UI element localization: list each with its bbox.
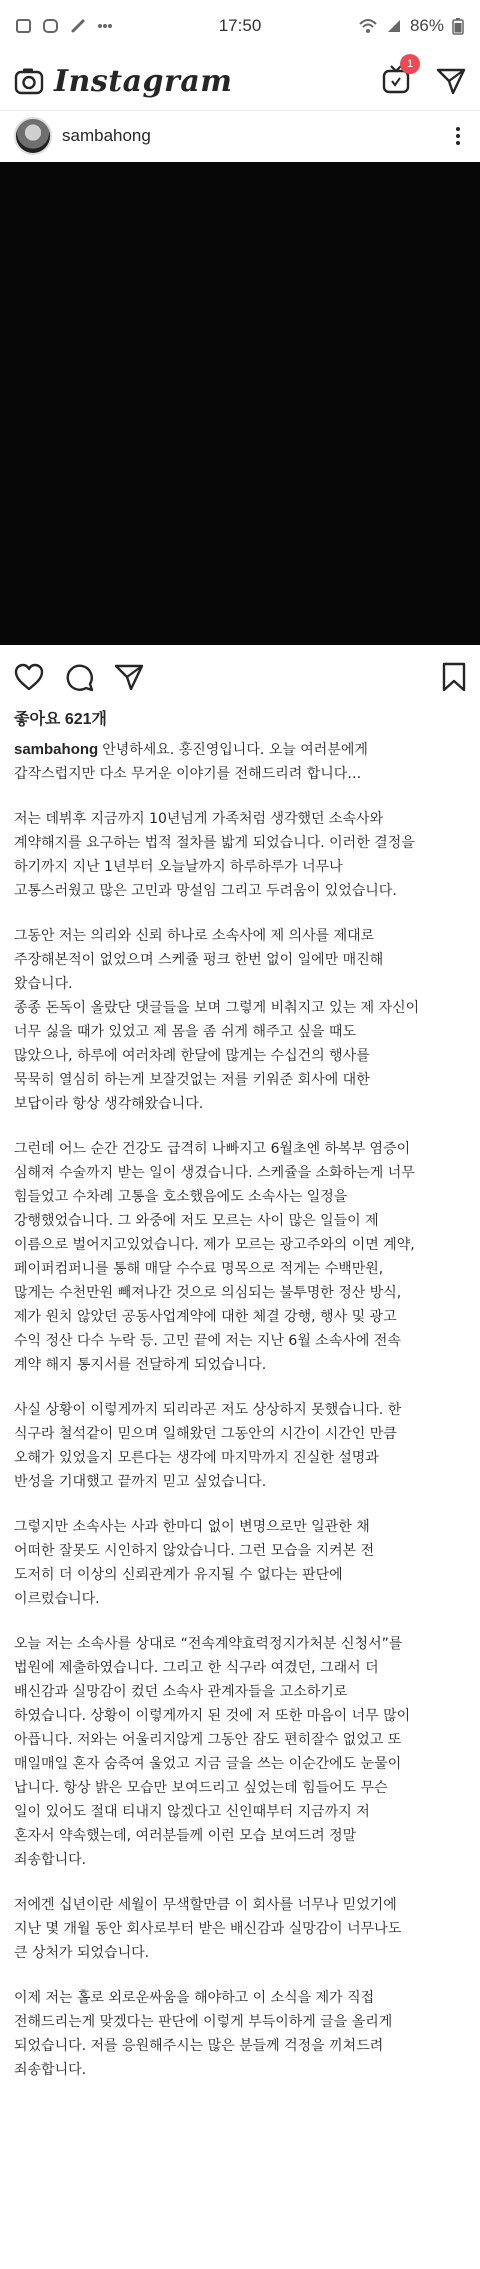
caption-line: 죄송합니다. — [14, 1852, 87, 1868]
more-options-icon[interactable] — [450, 121, 466, 151]
caption-paragraph — [14, 738, 470, 786]
caption-line: 심해져 수술까지 받는 일이 생겼습니다. 스케쥴을 소화하는게 너무 — [14, 1165, 415, 1181]
caption-line: 반성을 기대했고 끝까지 믿고 싶었습니다. — [14, 1474, 267, 1490]
caption-paragraph — [14, 1632, 470, 1872]
caption-line: 이제 저는 홀로 외로운싸움을 해야하고 이 소식을 제가 직접 — [14, 1990, 375, 2006]
caption-line: 매일매일 혼자 숨죽여 울었고 지금 글을 쓰는 이순간에도 눈물이 — [14, 1756, 402, 1772]
caption-line: 그렇지만 소속사는 사과 한마디 없이 변명으로만 일관한 채 — [14, 1519, 370, 1535]
post-header — [0, 110, 480, 160]
caption-line: 일이 있어도 절대 티내지 않겠다고 신인때부터 지금까지 저 — [14, 1804, 370, 1820]
app-title: Instagram — [54, 63, 233, 99]
caption-line: 보답이라 항상 생각해왔습니다. — [14, 1096, 204, 1112]
caption-line: 묵묵히 열심히 하는게 보잘것없는 저를 키워준 회사에 대한 — [14, 1072, 370, 1088]
battery-percent: 86% — [409, 16, 444, 35]
dots-icon — [98, 23, 112, 29]
caption-line: 법원에 제출하였습니다. 그리고 한 식구라 여겼던, 그래서 더 — [14, 1660, 379, 1676]
igtv-button[interactable] — [382, 58, 414, 98]
caption-line: 큰 상처가 되었습니다. — [14, 1945, 150, 1961]
caption-line: 고통스러웠고 많은 고민과 망설임 그리고 두려움이 있었습니다. — [14, 883, 397, 899]
caption-line: 너무 싫을 때가 있었고 제 몸을 좀 쉬게 해주고 싶을 때도 — [14, 1024, 357, 1040]
caption-line: 지난 몇 개월 동안 회사로부터 받은 배신감과 실망감이 너무나도 — [14, 1921, 402, 1937]
status-left-icons — [16, 18, 112, 34]
likes-count[interactable]: 좋아요 621개 — [14, 711, 107, 728]
camera-icon[interactable] — [14, 66, 44, 96]
post-image[interactable] — [0, 162, 480, 645]
caption-line: 어떠한 잘못도 시인하지 않았습니다. 그런 모습을 지켜본 전 — [14, 1543, 375, 1559]
caption-line: 식구라 철석같이 믿으며 일해왔던 그동안의 시간이 시간인 만큼 — [14, 1426, 397, 1442]
caption-text: 안녕하세요. 홍진영입니다. 오늘 여러분에게 — [102, 742, 368, 758]
caption-line: 그런데 어느 순간 건강도 급격히 나빠지고 6월초엔 하복부 염증이 — [14, 1141, 411, 1157]
caption-line: 많게는 수천만원 빼져나간 것으로 의심되는 불투명한 정산 방식, — [14, 1285, 402, 1301]
caption-line: 배신감과 실망감이 컸던 소속사 관계자들을 고소하기로 — [14, 1684, 348, 1700]
comment-icon[interactable] — [64, 662, 94, 692]
caption-line: 강행했었습니다. 그 와중에 저도 모르는 사이 많은 일들이 제 — [14, 1213, 379, 1229]
caption-line: 이르렀습니다. — [14, 1591, 100, 1607]
caption-line: 하기까지 지난 1년부터 오늘날까지 하루하루가 너무나 — [14, 859, 343, 875]
caption-paragraph — [14, 1398, 470, 1494]
caption-line: 이름으로 벌어지고있었습니다. 제가 모르는 광고주와의 이면 계약, — [14, 1237, 415, 1253]
caption-line: 계약 해지 통지서를 전달하게 되었습니다. — [14, 1357, 267, 1373]
caption-line: 저는 데뷔후 지금까지 10년넘게 가족처럼 생각했던 소속사와 — [14, 811, 384, 827]
post-action-bar — [0, 655, 480, 699]
caption-line: 오해가 있었을지 모른다는 생각에 마지막까지 진실한 설명과 — [14, 1450, 379, 1466]
caption-paragraph — [14, 807, 470, 903]
caption-line: 수익 정산 다수 누락 등. 고민 끝에 저는 지난 6월 소속사에 전속 — [14, 1333, 401, 1349]
caption-line: 오늘 저는 소속사를 상대로 “전속계약효력정지가처분 신청서”를 — [14, 1636, 403, 1652]
caption-line — [14, 738, 470, 762]
direct-message-icon[interactable] — [436, 67, 466, 95]
heart-icon[interactable] — [14, 663, 44, 691]
header-actions — [382, 58, 466, 98]
signal-icon — [386, 18, 402, 34]
caption-line: 아픕니다. 저와는 어울리지않게 그동안 잠도 편히잘수 없었고 또 — [14, 1732, 402, 1748]
caption-line: 주장해본적이 없었으며 스케쥴 펑크 한번 없이 일에만 매진해 — [14, 952, 384, 968]
app-header — [0, 52, 480, 110]
caption-line: 사실 상황이 이렇게까지 되리라곤 저도 상상하지 못했습니다. 한 — [14, 1402, 402, 1418]
caption-line: 제가 원치 않았던 공동사업계약에 대한 체결 강행, 행사 및 광고 — [14, 1309, 397, 1325]
caption-username[interactable]: sambahong — [14, 741, 99, 758]
share-icon[interactable] — [114, 663, 144, 691]
post-username[interactable]: sambahong — [62, 125, 151, 145]
caption-line: 페이퍼컴퍼니를 통해 매달 수수료 명목으로 적게는 수백만원, — [14, 1261, 384, 1277]
notification-badge: 1 — [400, 54, 420, 74]
avatar[interactable] — [14, 117, 52, 155]
caption-line: 하였습니다. 상황이 이렇게까지 된 것에 저 또한 마음이 너무 많이 — [14, 1708, 411, 1724]
wifi-icon — [358, 18, 378, 34]
caption-line: 그동안 저는 의리와 신뢰 하나로 소속사에 제 의사를 제대로 — [14, 928, 375, 944]
caption-line: 도저히 더 이상의 신뢰관계가 유지될 수 없다는 판단에 — [14, 1567, 343, 1583]
status-bar — [0, 0, 480, 52]
caption-line: 죄송합니다. — [14, 2062, 87, 2078]
post-caption — [14, 738, 470, 2103]
caption-line: 납니다. 항상 밝은 모습만 보여드리고 싶었는데 힘들어도 무슨 — [14, 1780, 388, 1796]
caption-line: 전해드리는게 맞겠다는 판단에 이렇게 부득이하게 글을 올리게 — [14, 2014, 393, 2030]
battery-icon — [452, 17, 464, 35]
caption-paragraph — [14, 1137, 470, 1377]
caption-line: 힘들었고 수차례 고통을 호소했음에도 소속사는 일정을 — [14, 1189, 348, 1205]
caption-paragraph — [14, 1893, 470, 1965]
caption-line: 많았으나, 하루에 여러차례 한달에 많게는 수십건의 행사를 — [14, 1048, 370, 1064]
caption-line: 갑작스럽지만 다소 무거운 이야기를 전해드리려 합니다… — [14, 766, 362, 782]
caption-line: 저에겐 십년이란 세월이 무색할만큼 이 회사를 너무나 믿었기에 — [14, 1897, 397, 1913]
caption-paragraph — [14, 1986, 470, 2082]
status-time: 17:50 — [218, 16, 262, 35]
instagram-icon — [43, 19, 58, 33]
caption-line: 되었습니다. 저를 응원해주시는 많은 분들께 걱정을 끼쳐드려 — [14, 2038, 384, 2054]
caption-line: 계약해지를 요구하는 법적 절차를 밟게 되었습니다. 이러한 결정을 — [14, 835, 415, 851]
caption-line: 혼자서 약속했는데, 여러분들께 이런 모습 보여드려 정말 — [14, 1828, 357, 1844]
gallery-icon — [16, 19, 31, 33]
link-icon — [70, 18, 86, 34]
caption-paragraph — [14, 924, 470, 1116]
bookmark-icon[interactable] — [442, 662, 466, 692]
caption-line: 왔습니다. — [14, 976, 73, 992]
caption-line: 종종 돈독이 올랐단 댓글들을 보며 그렇게 비춰지고 있는 제 자신이 — [14, 1000, 420, 1016]
caption-paragraph — [14, 1515, 470, 1611]
status-right-icons — [358, 16, 464, 36]
